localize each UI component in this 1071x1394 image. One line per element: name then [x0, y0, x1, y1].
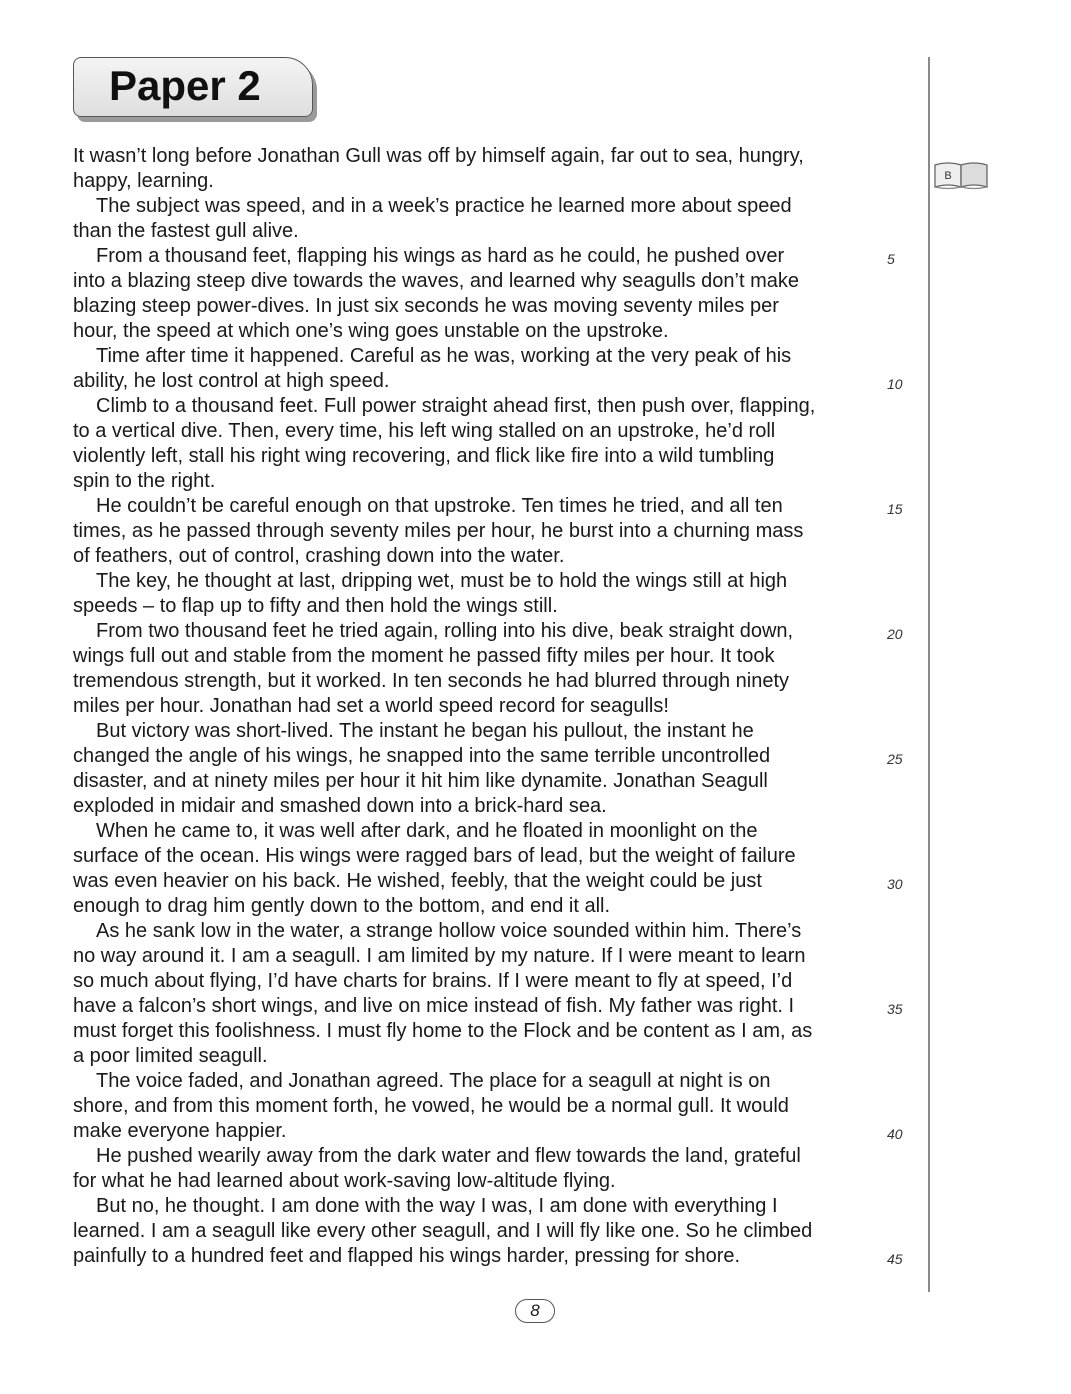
passage-line	[73, 219, 913, 244]
passage-line-text: The voice faded, and Jonathan agreed. The place for a seagull at night is on	[96, 1070, 771, 1092]
passage-line	[73, 394, 913, 419]
line-number: 20	[887, 626, 903, 642]
passage-line-text: learned. I am a seagull like every other seagull, and I will fly like one. So he climbed	[73, 1220, 813, 1242]
passage-line-text: a poor limited seagull.	[73, 1045, 268, 1067]
passage-line-text: so much about flying, I’d have charts for brains. If I were meant to fly at speed, I’d	[73, 970, 793, 992]
line-number: 15	[887, 501, 903, 517]
passage-line-text: From a thousand feet, flapping his wings as hard as he could, he pushed over	[96, 245, 785, 267]
passage-line-text: happy, learning.	[73, 170, 214, 192]
passage-line	[73, 944, 913, 969]
passage-line	[73, 694, 913, 719]
line-number: 35	[887, 1001, 903, 1017]
passage-line	[73, 994, 913, 1019]
passage-line-text: speeds – to flap up to fifty and then hold the wings still.	[73, 595, 558, 617]
line-number: 25	[887, 751, 903, 767]
passage-line-text: have a falcon’s short wings, and live on mice instead of fish. My father was right. I	[73, 995, 795, 1017]
passage-line	[73, 569, 913, 594]
passage-line	[73, 369, 913, 394]
passage-line	[73, 1069, 913, 1094]
passage-line-text: of feathers, out of control, crashing down into the water.	[73, 545, 565, 567]
passage-line	[73, 869, 913, 894]
passage-line-text: As he sank low in the water, a strange hollow voice sounded within him. There’s	[96, 920, 802, 942]
line-number: 5	[887, 251, 895, 267]
passage-line-text: hour, the speed at which one’s wing goes unstable on the upstroke.	[73, 320, 669, 342]
open-book-icon	[932, 159, 990, 191]
passage-line	[73, 194, 913, 219]
passage-line-text: The key, he thought at last, dripping wet, must be to hold the wings still at high	[96, 570, 788, 592]
passage-line	[73, 744, 913, 769]
passage-line	[73, 969, 913, 994]
passage-line-text: to a vertical dive. Then, every time, his left wing stalled on an upstroke, he’d roll	[73, 420, 776, 442]
passage-line	[73, 844, 913, 869]
passage-line-text: The subject was speed, and in a week’s practice he learned more about speed	[96, 195, 792, 217]
passage-line-text: disaster, and at ninety miles per hour it hit him like dynamite. Jonathan Seagull	[73, 770, 768, 792]
passage-line	[73, 244, 913, 269]
line-number: 45	[887, 1251, 903, 1267]
passage-line	[73, 1094, 913, 1119]
passage-line-text: Time after time it happened. Careful as he was, working at the very peak of his	[96, 345, 792, 367]
passage-line-text: violently left, stall his right wing recovering, and flick like fire into a wild tumbling	[73, 445, 775, 467]
passage-line-text: shore, and from this moment forth, he vowed, he would be a normal gull. It would	[73, 1095, 789, 1117]
passage-line	[73, 269, 913, 294]
book-icon-letter: B	[944, 170, 952, 182]
passage-line	[73, 594, 913, 619]
passage-line	[73, 144, 913, 169]
passage-line-text: for what he had learned about work-saving low-altitude flying.	[73, 1170, 616, 1192]
passage-line	[73, 294, 913, 319]
passage-line	[73, 1169, 913, 1194]
passage-line-text: spin to the right.	[73, 470, 216, 492]
passage-line-text: But victory was short-lived. The instant he began his pullout, the instant he	[96, 720, 754, 742]
passage-line	[73, 819, 913, 844]
passage-line-text: surface of the ocean. His wings were ragged bars of lead, but the weight of failure	[73, 845, 796, 867]
margin-rule	[928, 57, 930, 1292]
passage-line-text: ability, he lost control at high speed.	[73, 370, 390, 392]
paper-title-tab	[73, 57, 313, 117]
passage-line-text: wings full out and stable from the moment he passed fifty miles per hour. It took	[73, 645, 775, 667]
passage-line	[73, 1244, 913, 1269]
passage-line-text: than the fastest gull alive.	[73, 220, 299, 242]
passage-line-text: painfully to a hundred feet and flapped his wings harder, pressing for shore.	[73, 1245, 741, 1267]
passage-line-text: He pushed wearily away from the dark water and flew towards the land, grateful	[96, 1145, 801, 1167]
passage-line-text: But no, he thought. I am done with the way I was, I am done with everything I	[96, 1195, 778, 1217]
passage-line-text: blazing steep power-dives. In just six seconds he was moving seventy miles per	[73, 295, 779, 317]
passage-line	[73, 1119, 913, 1144]
passage-line	[73, 344, 913, 369]
passage-line-text: was even heavier on his back. He wished, feebly, that the weight could be just	[73, 870, 762, 892]
passage-line	[73, 419, 913, 444]
passage-line	[73, 919, 913, 944]
passage-line-text: no way around it. I am a seagull. I am limited by my nature. If I were meant to learn	[73, 945, 806, 967]
passage-line	[73, 1144, 913, 1169]
passage-line-text: enough to drag him gently down to the bottom, and end it all.	[73, 895, 611, 917]
passage-line	[73, 1019, 913, 1044]
passage-line-text: must forget this foolishness. I must fly home to the Flock and be content as I am, as	[73, 1020, 813, 1042]
passage-line	[73, 1044, 913, 1069]
line-number: 10	[887, 376, 903, 392]
passage-line	[73, 619, 913, 644]
passage-line	[73, 319, 913, 344]
paper-title: Paper 2	[109, 62, 261, 109]
passage-line	[73, 769, 913, 794]
passage-line	[73, 1219, 913, 1244]
passage-line-text: times, as he passed through seventy miles per hour, he burst into a churning mass	[73, 520, 804, 542]
passage-line-text: make everyone happier.	[73, 1120, 287, 1142]
passage-line	[73, 494, 913, 519]
passage-line	[73, 894, 913, 919]
passage-line-text: tremendous strength, but it worked. In ten seconds he had blurred through ninety	[73, 670, 789, 692]
passage-line	[73, 719, 913, 744]
passage-line-text: miles per hour. Jonathan had set a world speed record for seagulls!	[73, 695, 669, 717]
passage-text	[73, 144, 913, 1269]
passage-line	[73, 444, 913, 469]
passage-line	[73, 1194, 913, 1219]
line-number: 30	[887, 876, 903, 892]
passage-line	[73, 519, 913, 544]
passage-line	[73, 544, 913, 569]
passage-line-text: When he came to, it was well after dark, and he floated in moonlight on the	[96, 820, 758, 842]
passage-line-text: into a blazing steep dive towards the waves, and learned why seagulls don’t make	[73, 270, 799, 292]
passage-line-text: It wasn’t long before Jonathan Gull was off by himself again, far out to sea, hungry,	[73, 145, 804, 167]
passage-line	[73, 169, 913, 194]
passage-line	[73, 794, 913, 819]
passage-line	[73, 669, 913, 694]
line-number: 40	[887, 1126, 903, 1142]
passage-line-text: changed the angle of his wings, he snapped into the same terrible uncontrolled	[73, 745, 771, 767]
passage-line	[73, 469, 913, 494]
passage-line	[73, 644, 913, 669]
passage-line-text: Climb to a thousand feet. Full power straight ahead first, then push over, flapping,	[96, 395, 816, 417]
passage-line-text: He couldn’t be careful enough on that upstroke. Ten times he tried, and all ten	[96, 495, 783, 517]
passage-line-text: exploded in midair and smashed down into a brick-hard sea.	[73, 795, 607, 817]
passage-line-text: From two thousand feet he tried again, rolling into his dive, beak straight down,	[96, 620, 794, 642]
page-number: 8	[515, 1299, 555, 1323]
